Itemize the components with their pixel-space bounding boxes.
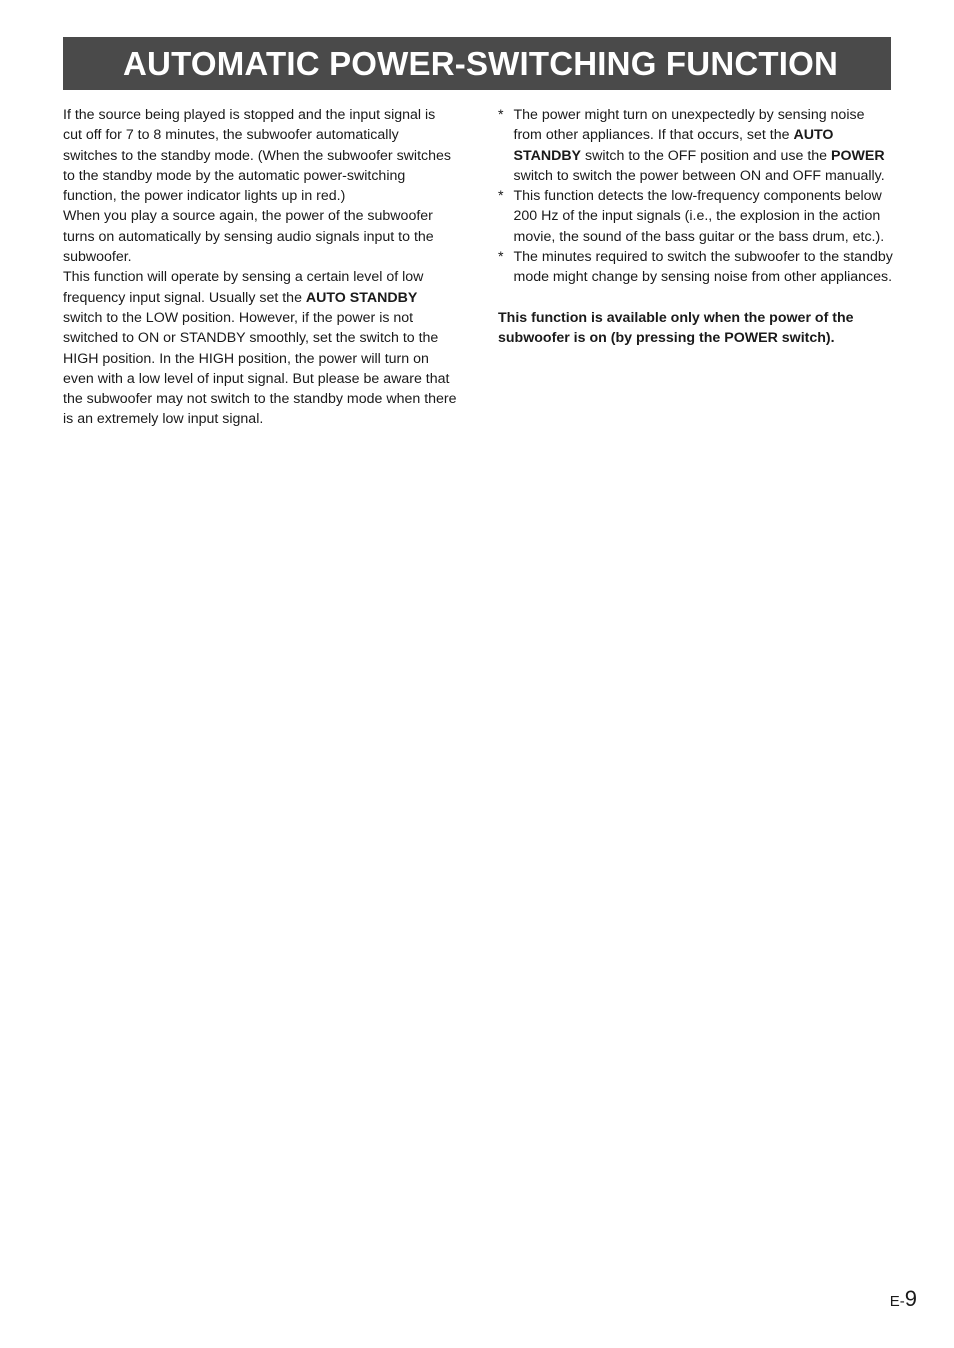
- note-text-c: switch to switch the power between ON and OFF manually.: [513, 167, 885, 184]
- page-number-value: 9: [904, 1286, 917, 1311]
- page-number: [890, 1286, 917, 1312]
- auto-standby-label: AUTO STANDBY: [513, 127, 834, 164]
- note-text-b: switch to the OFF position and use the: [581, 147, 832, 164]
- paragraph-sensitivity-text-b: switch to the LOW position. However, if the power is not switched to ON or STANDBY smoothly, set the switch to the HIGH position. In the HIGH position, the power will turn on even with a low level of input signal. But please be aware that the subwoofer may not switch to the standby mode when there is an extremely low input signal.: [63, 309, 457, 428]
- right-column: [498, 105, 894, 348]
- paragraph-sensitivity: [63, 267, 457, 429]
- note-noise-power-on: [498, 105, 894, 186]
- note-text: This function detects the low-frequency components below 200 Hz of the input signals (i.e., the explosion in the action movie, the sound of the bass guitar or the bass drum, etc.).: [513, 188, 885, 245]
- page-title: AUTOMATIC POWER-SWITCHING FUNCTION: [123, 45, 839, 82]
- paragraph-standby-intro: If the source being played is stopped and the input signal is cut off for 7 to 8 minutes, the subwoofer automatically switches to the standby mode. (When the subwoofer switches to the standby mode by the automatic power-switching function, the power indicator lights up in red.): [63, 107, 451, 205]
- left-column: [63, 105, 457, 430]
- page-number-prefix: E-: [889, 1293, 905, 1310]
- paragraph-sensitivity-text-a: This function will operate by sensing a certain level of low frequency input signal. Usually set the: [63, 269, 424, 306]
- asterisk-bullet: *: [498, 188, 504, 205]
- power-label: POWER: [831, 147, 885, 164]
- note-text-a: The power might turn on unexpectedly by sensing noise from other appliances. If that occurs, set the: [513, 107, 865, 144]
- section-title-bar: [63, 37, 891, 90]
- availability-note: This function is available only when the power of the subwoofer is on (by pressing the POWER switch).: [498, 309, 854, 346]
- note-text: The minutes required to switch the subwoofer to the standby mode might change by sensing noise from other appliances.: [513, 249, 893, 286]
- note-low-frequency: [498, 186, 894, 247]
- note-standby-minutes: [498, 247, 894, 288]
- auto-standby-label: AUTO STANDBY: [305, 289, 418, 306]
- asterisk-bullet: *: [498, 249, 504, 266]
- spacer: [498, 288, 894, 308]
- asterisk-bullet: *: [498, 107, 504, 123]
- paragraph-auto-on: When you play a source again, the power of the subwoofer turns on automatically by sensing audio signals input to the subwoofer.: [63, 208, 434, 266]
